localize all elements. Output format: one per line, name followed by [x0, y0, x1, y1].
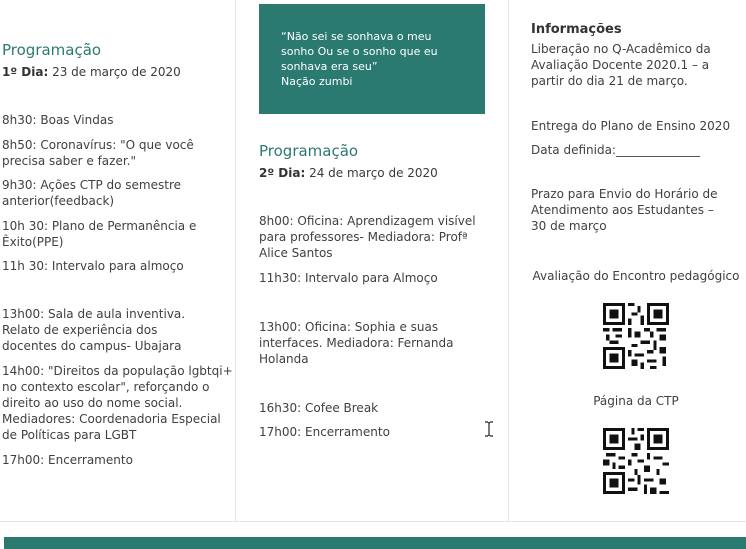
day2-item: 16h30: Cofee Break: [259, 401, 379, 415]
info-text: Liberação no Q-Acadêmico da Avaliação Docente 2020.1 – a partir do dia 21 de março.: [531, 42, 711, 88]
day1-item: 11h 30: Intervalo para almoço: [2, 259, 184, 273]
day1-item: 9h30: Ações CTP do semestre anterior(feedback): [2, 178, 182, 208]
footer-band: [4, 537, 746, 549]
avaliacao-label: Avaliação do Encontro pedagógico: [532, 269, 740, 283]
day2-label: 2º Dia:: [259, 166, 306, 180]
prazo-text: Prazo para Envio do Horário de Atendimento aos Estudantes – 30 de março: [531, 187, 718, 233]
day1-programacao-title: Programação: [2, 41, 102, 59]
data-definida: Data definida:______________: [531, 143, 700, 157]
day2-item: 17h00: Encerramento: [259, 425, 390, 439]
day2-item: 11h30: Intervalo para Almoço: [259, 271, 438, 285]
day1-item: 8h30: Boas Vindas: [2, 113, 114, 127]
day1-label: 1º Dia:: [2, 65, 49, 79]
day2-date: 24 de março de 2020: [305, 166, 438, 180]
quote-text: [281, 29, 471, 89]
quote-box: [259, 4, 485, 114]
day2-item: 8h00: Oficina: Aprendizagem visível para professores- Mediadora: Profª Alice Santos: [259, 214, 476, 260]
info-title: Informações: [531, 22, 622, 37]
qr-code-icon[interactable]: [603, 303, 669, 369]
quote-line: “Não sei se sonhava o meu: [281, 30, 432, 43]
quote-line: sonho Ou se o sonho que eu: [281, 45, 438, 58]
bottom-rule: [0, 521, 746, 522]
column-divider: [235, 0, 236, 521]
day1-item: 10h 30: Plano de Permanência e Êxito(PPE): [2, 219, 197, 249]
pagina-label: Página da CTP: [593, 394, 679, 408]
day2-item: 13h00: Oficina: Sophia e suas interfaces. Mediadora: Fernanda Holanda: [259, 320, 454, 366]
day1-item: 8h50: Coronavírus: "O que você precisa saber e fazer.": [2, 138, 194, 168]
day1-date-line: [2, 64, 232, 80]
qr-code-icon[interactable]: [603, 428, 669, 494]
plano-text: Entrega do Plano de Ensino 2020: [531, 119, 731, 133]
day1-item: 17h00: Encerramento: [2, 453, 133, 467]
quote-author: Nação zumbi: [281, 75, 353, 88]
day1-date: 23 de março de 2020: [48, 65, 181, 79]
text-cursor-icon: [484, 421, 494, 437]
day1-item: 14h00: "Direitos da população lgbtqi+ no contexto escolar", reforçando o direito ao uso do nome social. Mediadores: Coordenadoria Especial de Políticas para LGBT: [2, 364, 233, 442]
column-divider: [508, 0, 509, 521]
quote-line: sonhava era seu”: [281, 60, 378, 73]
day1-item: 13h00: Sala de aula inventiva. Relato de experiência dos docentes do campus- Ubajara: [2, 307, 186, 353]
day2-programacao-title: Programação: [259, 142, 359, 160]
day2-date-line: [259, 165, 499, 181]
